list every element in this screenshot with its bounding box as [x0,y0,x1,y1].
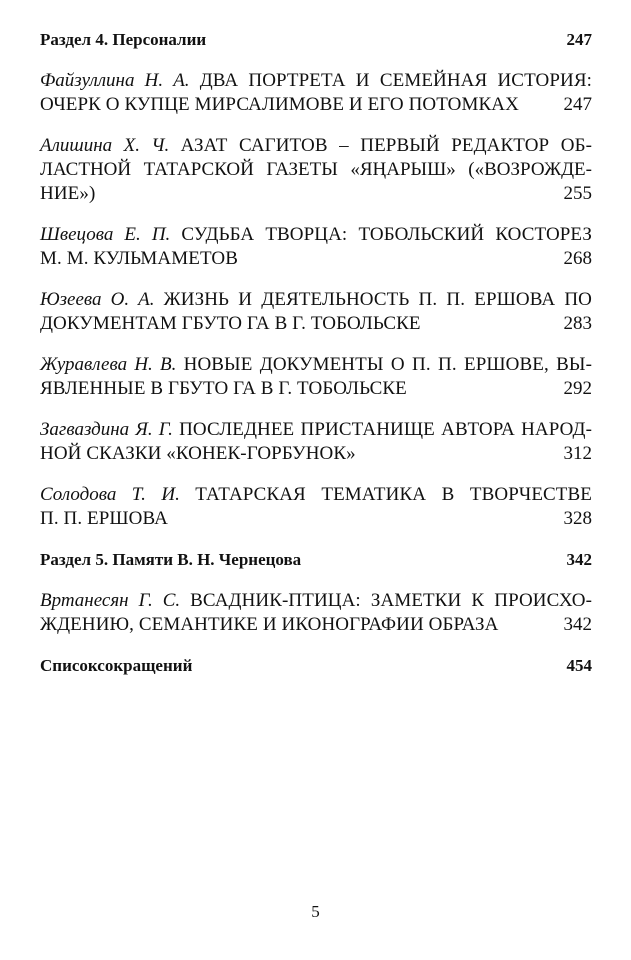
toc-entry-yuzeeva [40,288,592,336]
entry-first-line [40,288,592,312]
entry-title-line1: ЖИЗНЬ И ДЕЯТЕЛЬНОСТЬ П. П. ЕРШОВА ПО [163,289,592,310]
page-ref: 342 [563,614,592,635]
page-ref: 312 [563,443,592,464]
toc-section-5 [40,548,592,572]
entry-first-line [40,483,592,507]
table-of-contents [40,28,592,695]
entry-first-line [40,589,592,613]
entry-first-line [40,69,592,93]
toc-entry-solodova [40,483,592,531]
entry-title-line1: ВСАДНИК-ПТИЦА: ЗАМЕТКИ К ПРОИСХО- [190,590,592,611]
toc-entry-vrtanesyan [40,589,592,637]
entry-title-line1: СУДЬБА ТВОРЦА: ТОБОЛЬСКИЙ КОСТОРЕЗ [181,224,592,245]
page-ref: 454 [566,656,592,675]
entry-first-line [40,223,592,247]
toc-abbreviations [40,654,592,678]
entry-title-last: ЖДЕНИЮ, СЕМАНТИКЕ И ИКОНОГРАФИИ ОБРАЗА [40,614,499,635]
page-ref: 247 [566,30,592,49]
entry-title-last: НОЙ СКАЗКИ «КОНЕК-ГОРБУНОК» [40,443,356,464]
page-ref: 328 [563,508,592,529]
entry-title-line1: ДВА ПОРТРЕТА И СЕМЕЙНАЯ ИСТОРИЯ: [199,70,592,91]
page-number: 5 [311,902,320,921]
section-label: Раздел 5. Памяти В. Н. Чернецова [40,550,302,569]
section-label: Списоксокращений [40,656,193,675]
toc-entry-zagvazdina [40,418,592,466]
entry-author: Загваздина Я. Г. [40,419,173,440]
entry-first-line [40,353,592,377]
entry-author: Вртанесян Г. С. [40,590,181,611]
entry-first-line [40,134,592,158]
toc-entry-alishina [40,134,592,206]
entry-author: Алишина Х. Ч. [40,135,170,156]
page-ref: 255 [563,183,592,204]
toc-entry-zhuravleva [40,353,592,401]
entry-title-last: ЯВЛЕННЫЕ В ГБУТО ГА В Г. ТОБОЛЬСКЕ [40,378,407,399]
entry-first-line [40,418,592,442]
entry-title-line1: ТАТАРСКАЯ ТЕМАТИКА В ТВОРЧЕСТВЕ [195,484,592,505]
entry-author: Солодова Т. И. [40,484,180,505]
page-ref: 268 [563,248,592,269]
page-ref: 247 [563,94,592,115]
toc-entry-faizullina [40,69,592,117]
page-ref: 283 [563,313,592,334]
page-ref: 342 [566,550,592,569]
entry-title-last: М. М. КУЛЬМАМЕТОВ [40,248,238,269]
entry-title-last: НИЕ») [40,183,96,204]
entry-title-line1: ПОСЛЕДНЕЕ ПРИСТАНИЩЕ АВТОРА НАРОД- [179,419,592,440]
entry-title-last: П. П. ЕРШОВА [40,508,168,529]
toc-section-4 [40,28,592,52]
entry-author: Юзеева О. А. [40,289,155,310]
entry-title-last: ОЧЕРК О КУПЦЕ МИРСАЛИМОВЕ И ЕГО ПОТОМКАХ [40,94,519,115]
entry-author: Журавлева Н. В. [40,354,177,375]
entry-second-line: ЛАСТНОЙ ТАТАРСКОЙ ГАЗЕТЫ «ЯҢАРЫШ» («ВОЗРОЖДЕ- [40,159,592,180]
page-ref: 292 [563,378,592,399]
entry-title-last: ДОКУМЕНТАМ ГБУТО ГА В Г. ТОБОЛЬСКЕ [40,313,421,334]
entry-title-line1: НОВЫЕ ДОКУМЕНТЫ О П. П. ЕРШОВЕ, ВЫ- [183,354,593,375]
entry-author: Швецова Е. П. [40,224,171,245]
entry-title-line1: АЗАТ САГИТОВ – ПЕРВЫЙ РЕДАКТОР ОБ- [180,135,593,156]
toc-entry-shvetsova [40,223,592,271]
entry-author: Файзуллина Н. А. [40,70,190,91]
section-label: Раздел 4. Персоналии [40,30,207,49]
